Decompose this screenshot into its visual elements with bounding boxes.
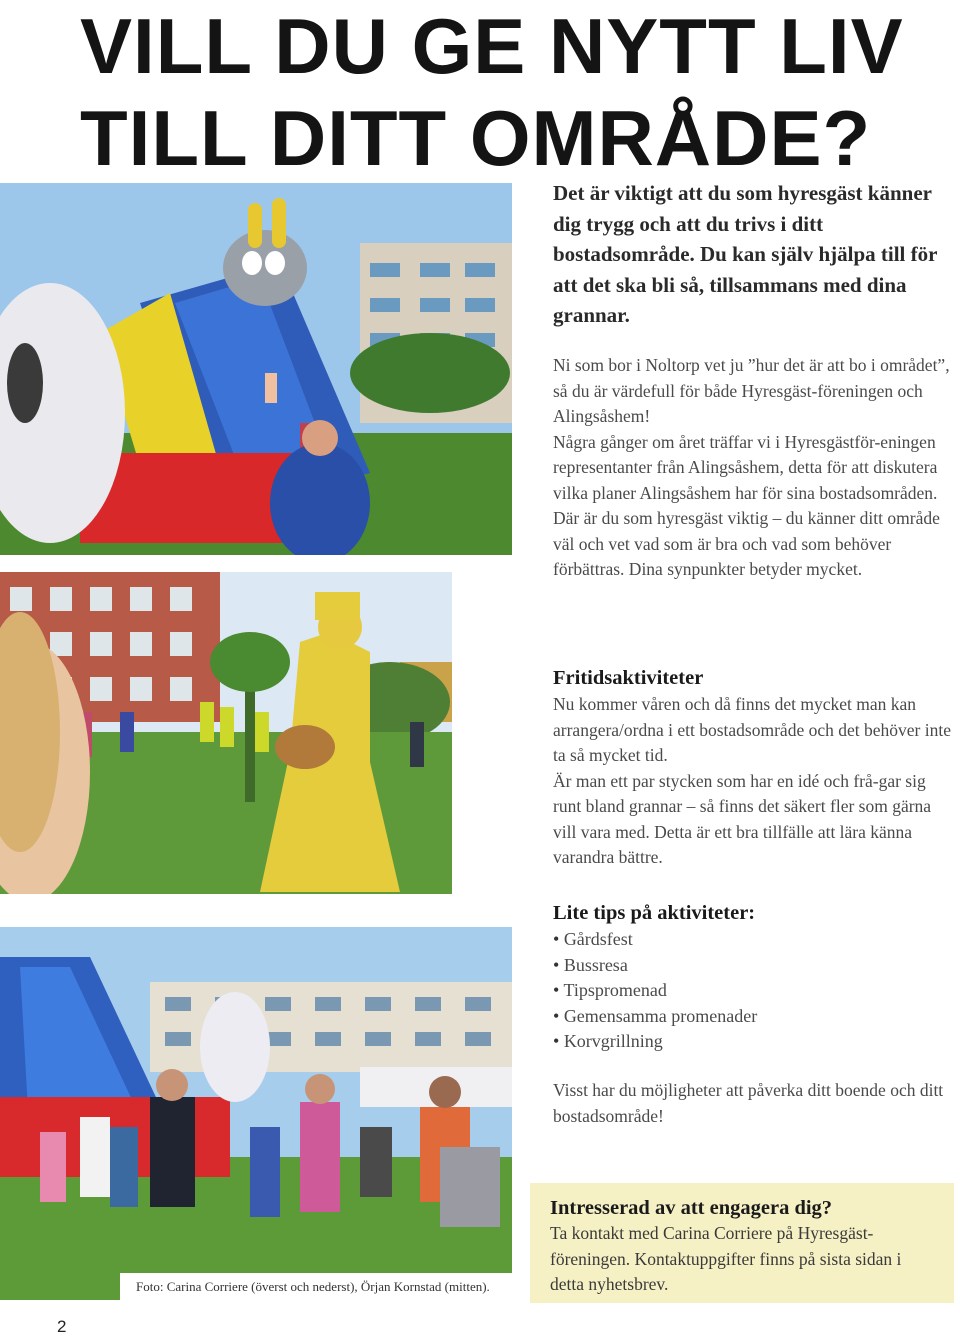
section-tips [553, 899, 953, 1055]
intro-paragraph: Det är viktigt att du som hyresgäst känner dig trygg och att du trivs i ditt bostadsområde. Du kan själv hjälpa till för att det ska bli så, tillsammans med dina grannar. [553, 181, 938, 327]
headline-line-1: VILL DU GE NYTT LIV [80, 2, 904, 90]
headline-line-2: TILL DITT OMRÅDE? [80, 94, 872, 182]
contact-box [530, 1183, 954, 1303]
body-text [553, 353, 953, 583]
list-item: • Bussresa [553, 953, 953, 979]
page-headline [80, 0, 904, 184]
body-paragraph: Några gånger om året träffar vi i Hyresgästför-eningen representanter från Alingsåshem, detta för att diskutera vilka planer Alingsåshem har för sina bostadsområden. [553, 431, 938, 503]
photo-bouncy-slide [0, 183, 512, 555]
list-item: • Tipspromenad [553, 978, 953, 1004]
photo-caption: Foto: Carina Corriere (överst och nederst), Örjan Kornstad (mitten). [120, 1273, 516, 1301]
section-title-activities: Fritidsaktiviteter [553, 667, 704, 689]
contact-title: Intresserad av att engagera dig? [550, 1197, 833, 1219]
closing-paragraph: Visst har du möjligheter att påverka ditt boende och ditt bostadsområde! [553, 1080, 944, 1126]
list-item: • Korvgrillning [553, 1029, 953, 1055]
body-paragraph: Där är du som hyresgäst viktig – du känner ditt område väl och vet vad som är bra och vad som behöver förbättras. Dina synpunkter betyder mycket. [553, 508, 940, 579]
section-activities [553, 664, 953, 871]
activities-paragraph: Nu kommer våren och då finns det mycket man kan arrangera/ordna i ett bostadsområde och det behöver inte ta så mycket tid. [553, 694, 951, 765]
body-paragraph: Ni som bor i Noltorp vet ju ”hur det är att bo i området”, så du är värdefull för både Hyresgäst-föreningen och Alingsåshem! [553, 355, 950, 426]
activities-paragraph: Är man ett par stycken som har en idé och frå-gar sig runt bland grannar – så finns det säkert fler som gärna vill vara med. Detta är ett bra tillfälle att lära känna varandra bättre. [553, 770, 932, 867]
photo-midsummer-dance [0, 572, 452, 894]
section-title-tips: Lite tips på aktiviteter: [553, 902, 756, 924]
contact-text: Ta kontakt med Carina Corriere på Hyresgäst-föreningen. Kontaktuppgifter finns på sista sidan i detta nyhetsbrev. [550, 1223, 902, 1294]
photo-festival-crowd [0, 927, 512, 1300]
list-item: • Gårdsfest [553, 927, 953, 953]
tips-list [553, 927, 953, 1055]
page-number: 2 [57, 1317, 67, 1336]
list-item: • Gemensamma promenader [553, 1004, 953, 1030]
